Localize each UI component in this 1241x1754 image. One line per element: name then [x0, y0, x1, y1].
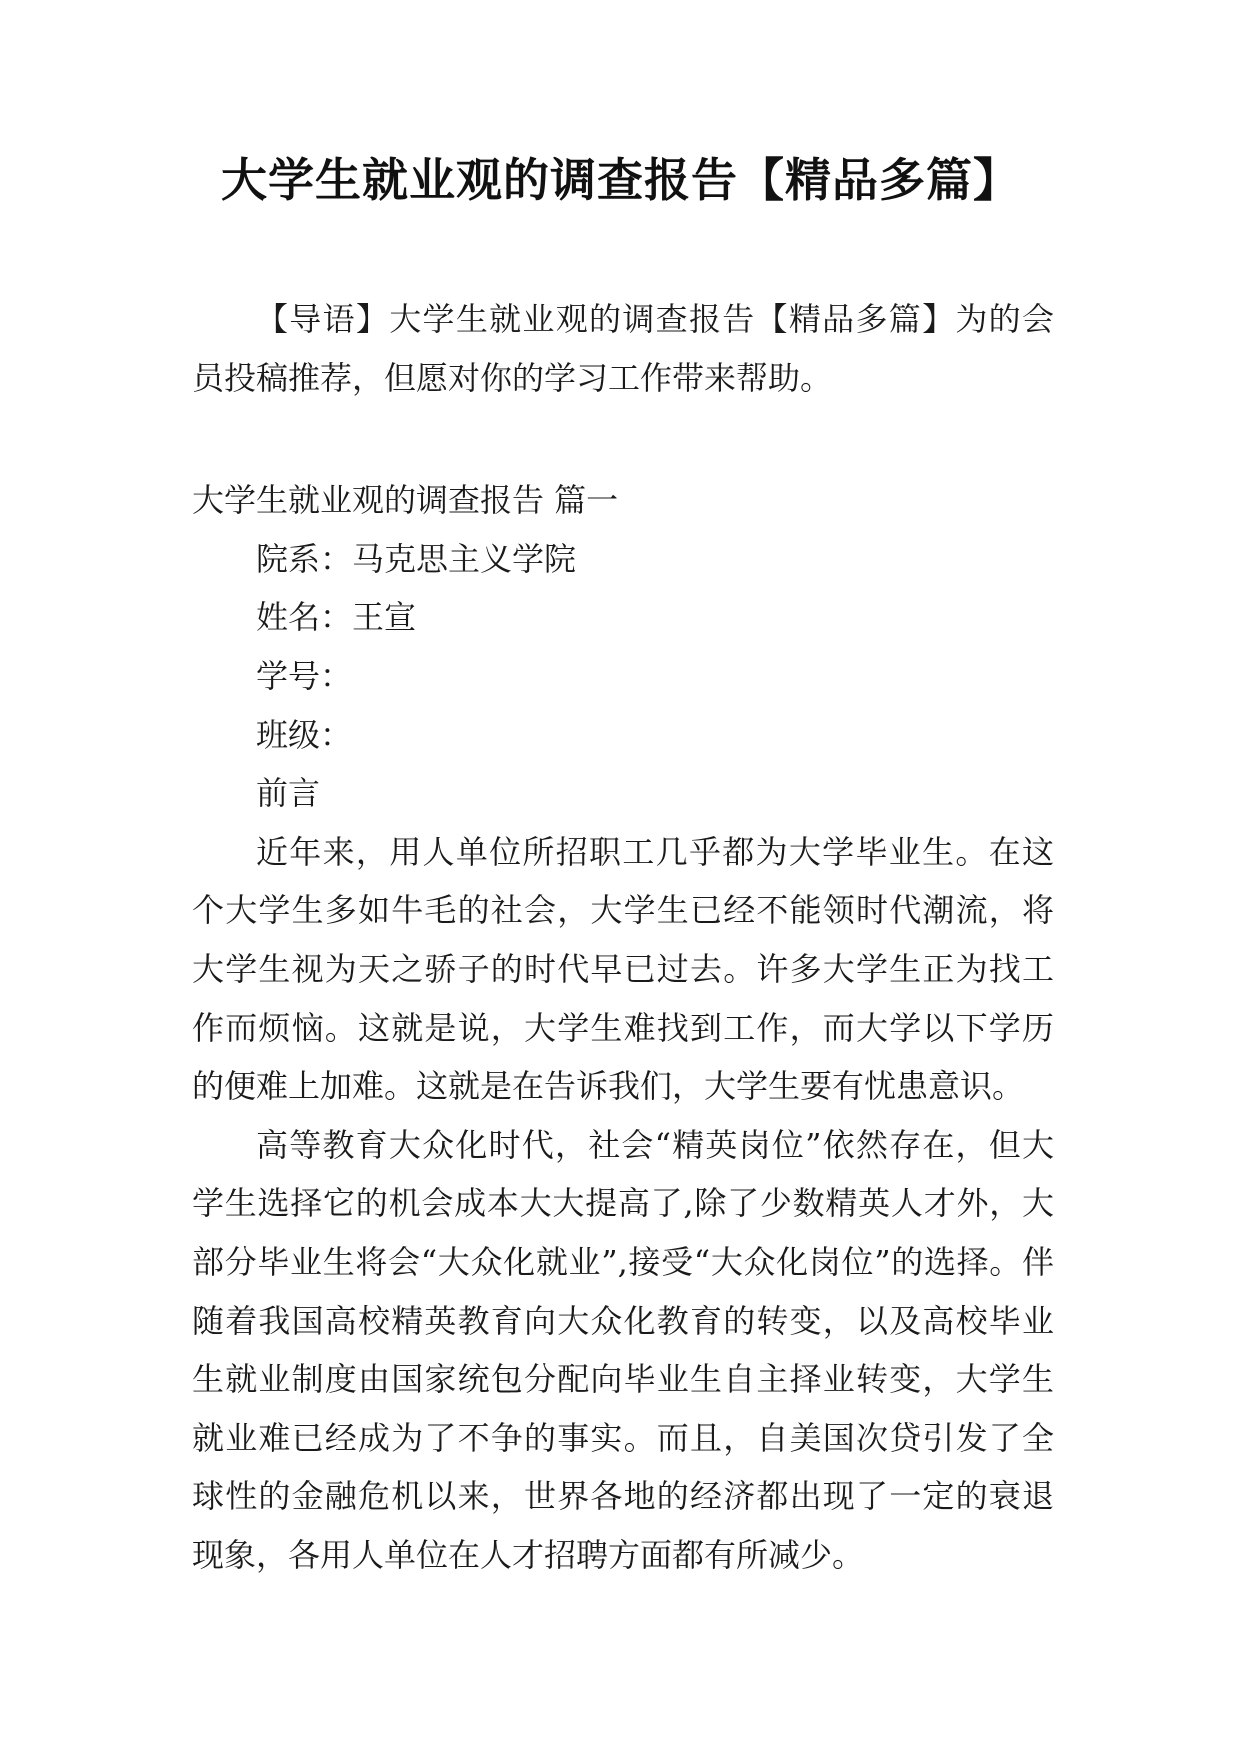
preface-heading: 前言	[256, 774, 321, 813]
student-id-line: 学号：	[256, 656, 353, 695]
name-line: 姓名：王宣	[256, 598, 417, 637]
intro-paragraph: 【导语】大学生就业观的调查报告【精品多篇】为的会员投稿推荐，但愿对你的学习工作带来帮助。	[192, 300, 1054, 397]
document-title: 大学生就业观的调查报告【精品多篇】	[221, 153, 1020, 207]
class-line: 班级：	[256, 715, 353, 754]
department-line: 院系：马克思主义学院	[256, 539, 577, 578]
section-heading: 大学生就业观的调查报告 篇一	[192, 481, 619, 520]
body-paragraph: 近年来，用人单位所招职工几乎都为大学毕业生。在这个大学生多如牛毛的社会，大学生已经不能领时代潮流，将大学生视为天之骄子的时代早已过去。许多大学生正为找工作而烦恼。这就是说，大学生难找到工作，而大学以下学历的便难上加难。这就是在告诉我们，大学生要有忧患意识。	[192, 832, 1054, 1106]
document-body	[192, 290, 1054, 1584]
body-paragraph: 高等教育大众化时代，社会“精英岗位”依然存在，但大学生选择它的机会成本大大提高了,除了少数精英人才外，大部分毕业生将会“大众化就业”,接受“大众化岗位”的选择。伴随着我国高校精英教育向大众化教育的转变，以及高校毕业生就业制度由国家统包分配向毕业生自主择业转变，大学生就业难已经成为了不争的事实。而且，自美国次贷引发了全球性的金融危机以来，世界各地的经济都出现了一定的衰退现象，各用人单位在人才招聘方面都有所减少。	[192, 1125, 1054, 1574]
